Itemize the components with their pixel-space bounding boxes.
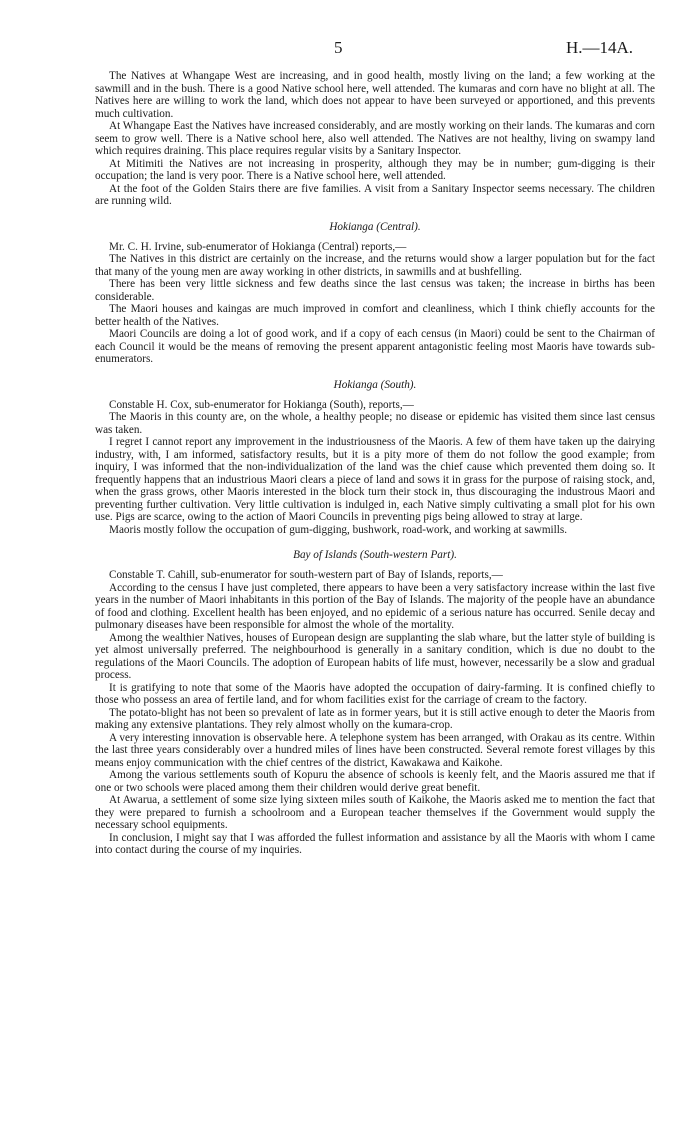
paragraph: Among the various settlements south of Kopuru the absence of schools is keenly felt, and the Maoris assured me that if one or two schools were placed among them their children would derive great benefit.: [95, 769, 655, 794]
paragraph: At Awarua, a settlement of some size lying sixteen miles south of Kaikohe, the Maoris asked me to mention the fact that they were prepared to furnish a schoolroom and a European teacher themselves if the Government would supply the necessary school equipments.: [95, 794, 655, 831]
paragraph: A very interesting innovation is observable here. A telephone system has been arranged, with Orakau as its centre. Within the last three years considerably over a hundred miles of lines have been constructed. Several remote forest villages by this means enjoy communication with the chief centres of the district, Kawakawa and Kaikohe.: [95, 731, 655, 769]
paragraph: The Natives at Whangape West are increasing, and in good health, mostly living on the land; a few working at the sawmill and in the bush. There is a good Native school here, well attended. The kumaras and corn have no blight at all. The Natives here are willing to work the land, which does not appear to have been surveyed or apportioned, and this prevents much cultivation.: [95, 70, 655, 120]
paragraph: It is gratifying to note that some of the Maoris have adopted the occupation of dairy-farming. It is confined chiefly to those who possess an area of fertile land, and for whom facilities exist for the carriage of cream to the factory.: [95, 681, 655, 706]
paragraph: According to the census I have just completed, there appears to have been a very satisfactory increase within the last five years in the number of Maori inhabitants in this portion of the Bay of Islands. The majority of the people have an abundance of food and clothing. Excellent health has been enjoyed, and no epidemic of a serious nature has occurred. Senile decay and pulmonary diseases have been responsible for almost the whole of the mortality.: [95, 581, 655, 631]
paragraph: The Natives in this district are certainly on the increase, and the returns would show a larger population but for the fact that many of the young men are away working in other districts, in sawmills and at bushfelling.: [95, 253, 655, 278]
paragraph: The Maori houses and kaingas are much improved in comfort and cleanliness, which I think chiefly accounts for the better health of the Natives.: [95, 303, 655, 328]
document-reference: H.—14A.: [566, 38, 634, 57]
paragraph: In conclusion, I might say that I was afforded the fullest information and assistance by all the Maoris with whom I came into contact during the course of my inquiries.: [95, 831, 655, 856]
paragraph: The potato-blight has not been so prevalent of late as in former years, but it is still active enough to deter the Maoris from making any extensive plantations. They rely almost wholly on the kumara-crop.: [95, 706, 655, 731]
paragraph: I regret I cannot report any improvement in the industriousness of the Maoris. A few of them have taken up the dairying industry, with, I am informed, satisfactory results, but it is a pity more of them do not follow the good example; from inquiry, I was informed that the non-individualization of the land was the chief cause which prevented them doing so. It frequently happens that an industrious Maori clears a piece of land and sows it in grass for the purpose of raising stock, and, when the grass grows, other Maoris interested in the block turn their stock in, thus discouraging the industrous Maori and preventing further cultivation. Very little cultivation is indulged in, each Native simply cultivating a small plot for his own use. Pigs are scarce, owing to the action of Maori Councils in preventing pigs being allowed to stray at large.: [95, 436, 655, 523]
section-heading-hokianga-central: Hokianga (Central).: [329, 220, 421, 233]
paragraph: At Whangape East the Natives have increased considerably, and are mostly working on their lands. The kumaras and corn seem to grow well. There is a Native school here, also well attended. The Natives are not healthy, living on swampy land which requires draining. This place requires regular visits by a Sanitary Inspector.: [95, 120, 655, 157]
paragraph: Mr. C. H. Irvine, sub-enumerator of Hokianga (Central) reports,—: [109, 240, 407, 253]
paragraph: Maori Councils are doing a lot of good work, and if a copy of each census (in Maori) could be sent to the Chairman of each Council it would be the means of removing the present apparent antagonistic feeling most Maoris have towards sub-enumerators.: [95, 328, 655, 365]
section-heading-bay-of-islands: Bay of Islands (South-western Part).: [293, 549, 457, 561]
page-number: 5: [334, 38, 343, 57]
section-heading-hokianga-south: Hokianga (South).: [333, 378, 417, 391]
paragraph: There has been very little sickness and few deaths since the last census was taken; the increase in births has been considerable.: [95, 278, 655, 303]
page-body: [95, 70, 655, 857]
paragraph: At Mitimiti the Natives are not increasing in prosperity, although they may be in number; gum-digging is their occupation; the land is very poor. There is a Native school here, well attended.: [95, 157, 655, 182]
paragraph: The Maoris in this county are, on the whole, a healthy people; no disease or epidemic has visited them since last census was taken.: [95, 411, 655, 436]
paragraph: Among the wealthier Natives, houses of European design are supplanting the slab whare, but the latter style of building is yet almost universally preferred. The neighbourhood is generally in a sanitary condition, which is due no doubt to the regulations of the Maori Councils. The adoption of European habits of life must, however, necessarily be a slow and gradual process.: [95, 631, 655, 681]
paragraph: At the foot of the Golden Stairs there are five families. A visit from a Sanitary Inspector seems necessary. The children are running wild.: [95, 182, 655, 207]
paragraph: Constable T. Cahill, sub-enumerator for south-western part of Bay of Islands, reports,—: [109, 569, 503, 581]
paragraph: Constable H. Cox, sub-enumerator for Hokianga (South), reports,—: [109, 398, 414, 411]
paragraph: Maoris mostly follow the occupation of gum-digging, bushwork, road-work, and working at sawmills.: [109, 523, 567, 536]
